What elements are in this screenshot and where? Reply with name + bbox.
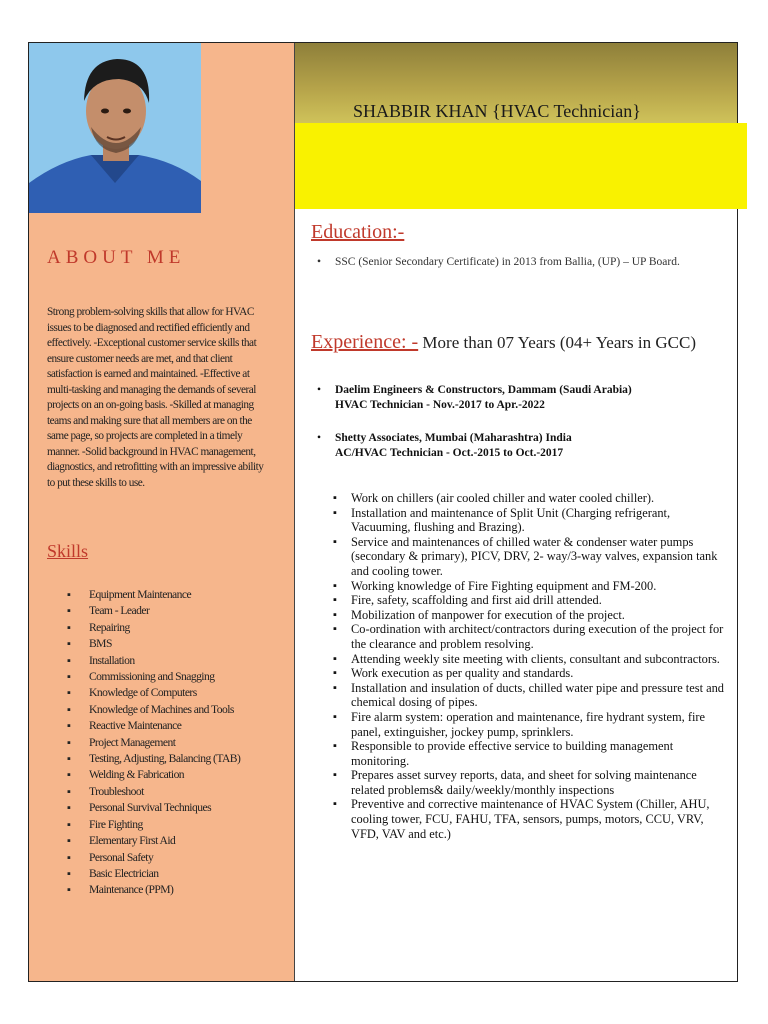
duty-item: ▪ Preventive and corrective maintenance of HVAC System (Chiller, AHU, cooling tower, FCU, FAHU, TFA, sensors, pumps, motors, CCU, VRV, VFD, VAV and etc.) <box>331 797 726 841</box>
education-item: • SSC (Senior Secondary Certificate) in 2013 from Ballia, (UP) – UP Board. <box>317 255 735 270</box>
skill-item: ▪ Personal Safety <box>67 850 240 866</box>
skill-item: ▪ Reactive Maintenance <box>67 718 240 734</box>
job-company: • Daelim Engineers & Constructors, Dammam (Saudi Arabia) <box>335 384 632 396</box>
right-column <box>295 43 737 981</box>
duty-item: ▪ Installation and insulation of ducts, chilled water pipe and pressure test and chemical dosing of pipes. <box>331 681 726 710</box>
education-heading-text: Education:- <box>311 221 405 243</box>
job-entry <box>317 383 735 413</box>
candidate-name: SHABBIR KHAN {HVAC Technician} <box>353 101 641 121</box>
skill-item: ▪ Knowledge of Machines and Tools <box>67 702 240 718</box>
about-me-heading: ABOUT ME <box>47 247 186 268</box>
job-role: HVAC Technician - Nov.-2017 to Apr.-2022 <box>335 399 545 411</box>
skill-item: ▪ Troubleshoot <box>67 784 240 800</box>
education-heading <box>311 221 404 244</box>
job-entry <box>317 431 735 461</box>
skill-item: ▪ Equipment Maintenance <box>67 587 240 603</box>
job-role: AC/HVAC Technician - Oct.-2015 to Oct.-2017 <box>335 447 564 459</box>
duty-item: ▪ Working knowledge of Fire Fighting equipment and FM-200. <box>331 579 726 594</box>
skill-item: ▪ BMS <box>67 636 240 652</box>
profile-photo <box>29 43 201 213</box>
skill-item: ▪ Knowledge of Computers <box>67 685 240 701</box>
redaction-highlight <box>295 123 747 209</box>
skill-item: ▪ Elementary First Aid <box>67 833 240 849</box>
skill-item: ▪ Commissioning and Snagging <box>67 669 240 685</box>
skill-item: ▪ Maintenance (PPM) <box>67 882 240 898</box>
duty-item: ▪ Work on chillers (air cooled chiller and water cooled chiller). <box>331 491 726 506</box>
duties-list <box>331 491 726 841</box>
duty-item: ▪ Service and maintenances of chilled water & condenser water pumps (secondary & primary), PICV, DRV, 2- way/3-way valves, expansion tank and cooling tower. <box>331 535 726 579</box>
experience-summary: More than 07 Years (04+ Years in GCC) <box>418 333 696 352</box>
skill-item: ▪ Welding & Fabrication <box>67 767 240 783</box>
duty-item: ▪ Mobilization of manpower for execution of the project. <box>331 608 726 623</box>
duty-item: ▪ Co-ordination with architect/contractors during execution of the project for the clearance and problem resolving. <box>331 622 726 651</box>
duty-item: ▪ Responsible to provide effective service to building management monitoring. <box>331 739 726 768</box>
skill-item: ▪ Installation <box>67 653 240 669</box>
skill-item: ▪ Basic Electrician <box>67 866 240 882</box>
skill-item: ▪ Testing, Adjusting, Balancing (TAB) <box>67 751 240 767</box>
left-column <box>29 43 295 981</box>
skill-item: ▪ Fire Fighting <box>67 817 240 833</box>
duty-item: ▪ Fire, safety, scaffolding and first aid drill attended. <box>331 593 726 608</box>
skills-list <box>67 587 240 899</box>
skill-item: ▪ Team - Leader <box>67 603 240 619</box>
skills-heading: Skills <box>47 541 89 561</box>
resume-page <box>28 42 738 982</box>
duty-item: ▪ Work execution as per quality and standards. <box>331 666 726 681</box>
duty-item: ▪ Prepares asset survey reports, data, and sheet for solving maintenance related problems& daily/weekly/monthly inspections <box>331 768 726 797</box>
job-company: • Shetty Associates, Mumbai (Maharashtra) India <box>335 432 572 444</box>
duty-item: ▪ Installation and maintenance of Split Unit (Charging refrigerant, Vacuuming, flushing and Brazing). <box>331 506 726 535</box>
skill-item: ▪ Personal Survival Techniques <box>67 800 240 816</box>
duty-item: ▪ Attending weekly site meeting with clients, consultant and subcontractors. <box>331 652 726 667</box>
experience-heading-text: Experience: - <box>311 331 419 353</box>
experience-heading <box>311 331 696 354</box>
skill-item: ▪ Project Management <box>67 735 240 751</box>
skill-item: ▪ Repairing <box>67 620 240 636</box>
duty-item: ▪ Fire alarm system: operation and maintenance, fire hydrant system, fire panel, extinguisher, jockey pump, sprinklers. <box>331 710 726 739</box>
about-me-text: Strong problem-solving skills that allow for HVAC issues to be diagnosed and rectified efficiently and effectively. -Exceptional customer service skills that ensure customer needs are met, and that client satisfaction is earned and maintained. -Effective at multi-tasking and managing the demands of several projects on an on-going basis. -Skilled at managing teams and making sure that all members are on the same page, so projects are completed in a timely manner. -Solid background in HVAC management, diagnostics, and retrofitting with an impressive ability to put these skills to use. <box>47 306 264 489</box>
